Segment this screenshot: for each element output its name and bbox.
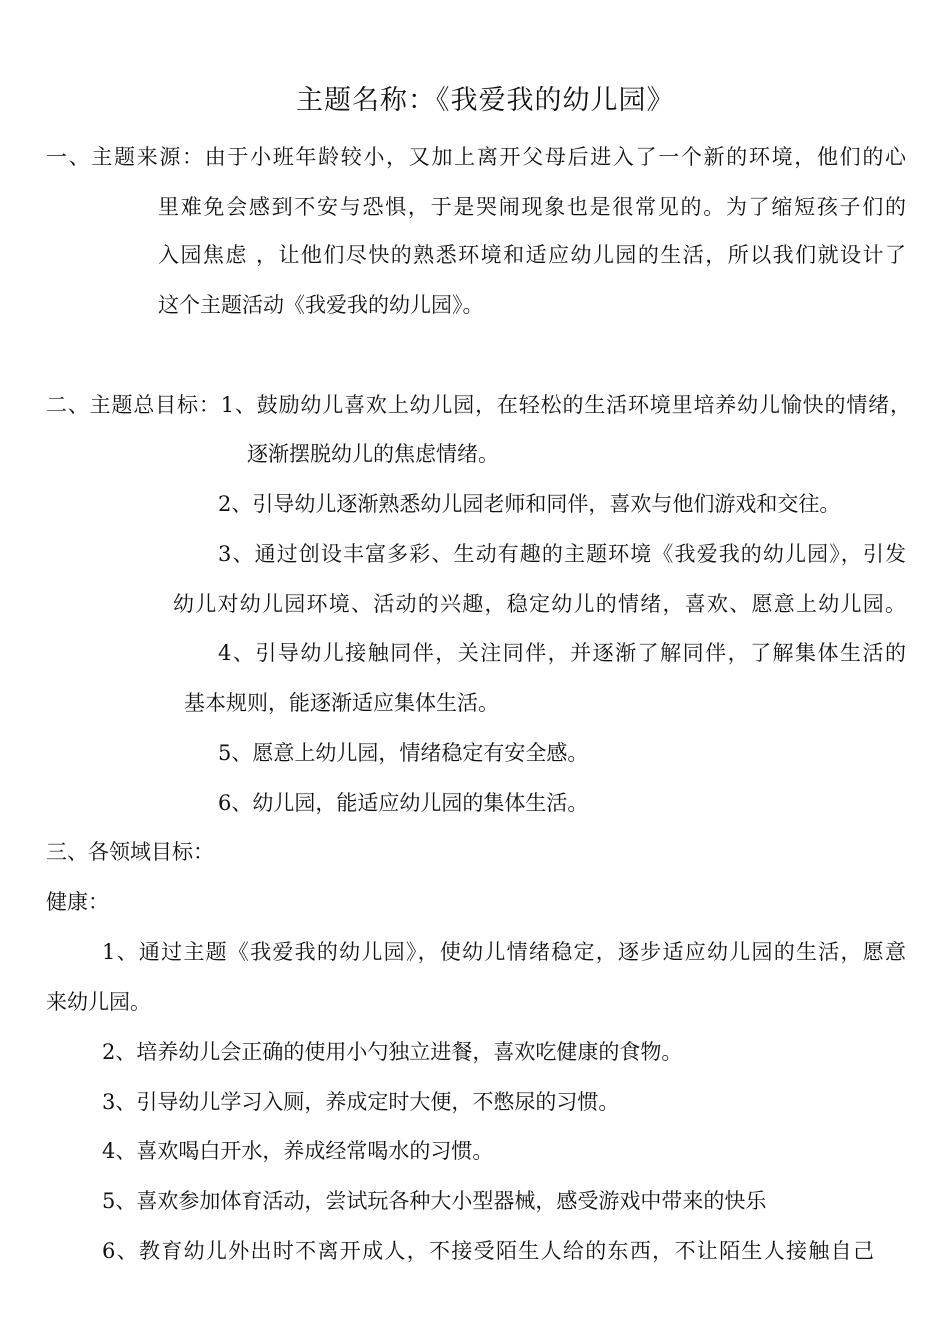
document-title: 主题名称：《我爱我的幼儿园》 (296, 85, 675, 116)
section1-line: 这个主题活动《我爱我的幼儿园》。 (158, 293, 484, 317)
health-item: 2、培养幼儿会正确的使用小勺独立进餐，喜欢吃健康的食物。 (102, 1040, 683, 1064)
section2-line: 幼儿对幼儿园环境、活动的兴趣，稳定幼儿的情绪，喜欢、愿意上幼儿园。 (173, 592, 906, 616)
health-item: 来幼儿园。 (46, 990, 151, 1014)
section1-line: 入园焦虑 ，让他们尽快的熟悉环境和适应幼儿园的生活，所以我们就设计了 (158, 243, 906, 267)
section1-line: 里难免会感到不安与恐惧，于是哭闹现象也是很常见的。为了缩短孩子们的 (158, 195, 906, 219)
health-heading: 健康： (46, 890, 109, 914)
section3-heading: 三、各领域目标： (46, 840, 214, 864)
section2-line: 二、主题总目标：1、鼓励幼儿喜欢上幼儿园，在轻松的生活环境里培养幼儿愉快的情绪， (46, 393, 911, 417)
health-item: 5、喜欢参加体育活动，尝试玩各种大小型器械，感受游戏中带来的快乐 (102, 1189, 767, 1213)
section2-line: 4、引导幼儿接触同伴，关注同伴，并逐渐了解同伴，了解集体生活的 (218, 641, 906, 665)
section2-line: 2、引导幼儿逐渐熟悉幼儿园老师和同伴，喜欢与他们游戏和交往。 (218, 492, 841, 516)
section1-line: 一、主题来源：由于小班年龄较小，又加上离开父母后进入了一个新的环境，他们的心 (46, 145, 906, 169)
health-item: 3、引导幼儿学习入厕，养成定时大便，不憋尿的习惯。 (102, 1090, 620, 1114)
section2-line: 基本规则，能逐渐适应集体生活。 (184, 691, 499, 715)
health-item: 1、通过主题《我爱我的幼儿园》，使幼儿情绪稳定，逐步适应幼儿园的生活，愿意 (102, 940, 906, 964)
section2-line: 3、通过创设丰富多彩、生动有趣的主题环境《我爱我的幼儿园》，引发 (218, 542, 906, 566)
section2-line: 逐渐摆脱幼儿的焦虑情绪。 (247, 442, 499, 466)
section2-line: 5、愿意上幼儿园，情绪稳定有安全感。 (218, 741, 589, 765)
health-item: 4、喜欢喝白开水，养成经常喝水的习惯。 (102, 1139, 494, 1163)
section2-line: 6、幼儿园，能适应幼儿园的集体生活。 (218, 791, 589, 815)
health-item: 6、教育幼儿外出时不离开成人，不接受陌生人给的东西，不让陌生人接触自己 (102, 1239, 874, 1263)
